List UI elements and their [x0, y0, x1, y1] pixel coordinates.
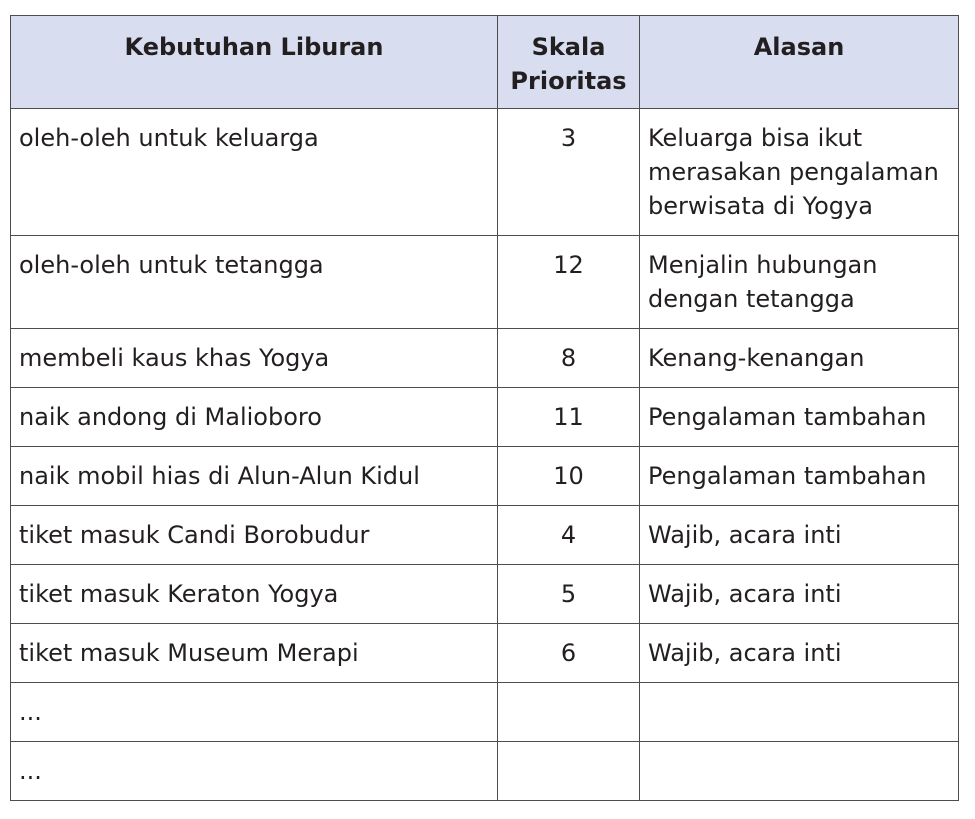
vacation-priority-table — [10, 15, 959, 801]
cell-score: 4 — [498, 506, 640, 565]
cell-score: 11 — [498, 388, 640, 447]
cell-score — [498, 683, 640, 742]
cell-need: tiket masuk Candi Borobudur — [11, 506, 498, 565]
cell-need: tiket masuk Museum Merapi — [11, 624, 498, 683]
header-need: Kebutuhan Liburan — [11, 16, 498, 109]
table-row — [11, 742, 959, 801]
header-score: Skala Prioritas — [498, 16, 640, 109]
cell-need: membeli kaus khas Yogya — [11, 329, 498, 388]
cell-reason: Pengalaman tambahan — [640, 388, 959, 447]
cell-score: 5 — [498, 565, 640, 624]
cell-reason: Wajib, acara inti — [640, 565, 959, 624]
table-row — [11, 624, 959, 683]
table-row — [11, 329, 959, 388]
cell-need: oleh-oleh untuk tetangga — [11, 236, 498, 329]
header-reason: Alasan — [640, 16, 959, 109]
cell-score: 12 — [498, 236, 640, 329]
cell-reason: Wajib, acara inti — [640, 624, 959, 683]
cell-need: naik mobil hias di Alun-Alun Kidul — [11, 447, 498, 506]
table-row — [11, 109, 959, 236]
table-header-row — [11, 16, 959, 109]
cell-score — [498, 742, 640, 801]
cell-reason: Kenang-kenangan — [640, 329, 959, 388]
table-row — [11, 447, 959, 506]
cell-need: oleh-oleh untuk keluarga — [11, 109, 498, 236]
cell-need: tiket masuk Keraton Yogya — [11, 565, 498, 624]
table-row — [11, 388, 959, 447]
cell-score: 8 — [498, 329, 640, 388]
cell-reason: Keluarga bisa ikut merasakan pengalaman berwisata di Yogya — [640, 109, 959, 236]
cell-need: naik andong di Malioboro — [11, 388, 498, 447]
cell-reason: Wajib, acara inti — [640, 506, 959, 565]
cell-reason — [640, 742, 959, 801]
table-row — [11, 683, 959, 742]
table-row — [11, 565, 959, 624]
table-row — [11, 236, 959, 329]
cell-need: ... — [11, 742, 498, 801]
table-row — [11, 506, 959, 565]
cell-need: ... — [11, 683, 498, 742]
cell-score: 10 — [498, 447, 640, 506]
cell-reason — [640, 683, 959, 742]
cell-reason: Pengalaman tambahan — [640, 447, 959, 506]
cell-score: 6 — [498, 624, 640, 683]
cell-score: 3 — [498, 109, 640, 236]
cell-reason: Menjalin hubungan dengan tetangga — [640, 236, 959, 329]
